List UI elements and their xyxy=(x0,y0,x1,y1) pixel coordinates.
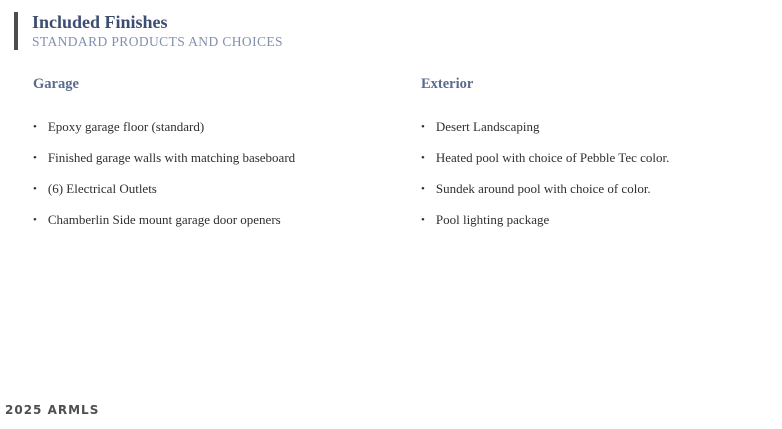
list-item xyxy=(33,120,383,135)
armls-watermark: 2025 ARMLS xyxy=(5,403,100,417)
list-item xyxy=(421,182,761,197)
bullet-icon: • xyxy=(421,152,425,165)
page-subtitle: STANDARD PRODUCTS AND CHOICES xyxy=(32,33,283,49)
bullet-icon: • xyxy=(421,183,425,196)
list-item xyxy=(421,120,761,135)
bullet-icon: • xyxy=(33,121,37,134)
column-garage xyxy=(33,76,383,244)
column-heading-garage: Garage xyxy=(33,76,79,92)
bullet-icon: • xyxy=(33,152,37,165)
bullet-icon: • xyxy=(33,183,37,196)
list-item xyxy=(33,213,383,228)
list-item xyxy=(421,151,761,166)
list-item-text: Finished garage walls with matching baseboard xyxy=(47,150,296,166)
header-text-block xyxy=(32,12,283,50)
list-item-text: Chamberlin Side mount garage door openers xyxy=(47,212,281,228)
garage-feature-list xyxy=(33,120,383,228)
bullet-icon: • xyxy=(33,214,37,227)
list-item-text: Epoxy garage floor (standard) xyxy=(47,119,205,135)
list-item-text: (6) Electrical Outlets xyxy=(47,181,157,197)
exterior-feature-list xyxy=(421,120,761,228)
list-item xyxy=(33,182,383,197)
list-item-text: Heated pool with choice of Pebble Tec color. xyxy=(435,150,670,166)
list-item-text: Pool lighting package xyxy=(435,212,550,228)
column-exterior xyxy=(421,76,761,244)
column-heading-exterior: Exterior xyxy=(421,76,474,92)
header-accent-bar xyxy=(14,12,18,50)
bullet-icon: • xyxy=(421,121,425,134)
list-item xyxy=(33,151,383,166)
list-item xyxy=(421,213,761,228)
page-title: Included Finishes xyxy=(32,12,168,32)
list-item-text: Desert Landscaping xyxy=(435,119,540,135)
list-item-text: Sundek around pool with choice of color. xyxy=(435,181,651,197)
bullet-icon: • xyxy=(421,214,425,227)
page-header xyxy=(14,12,283,50)
